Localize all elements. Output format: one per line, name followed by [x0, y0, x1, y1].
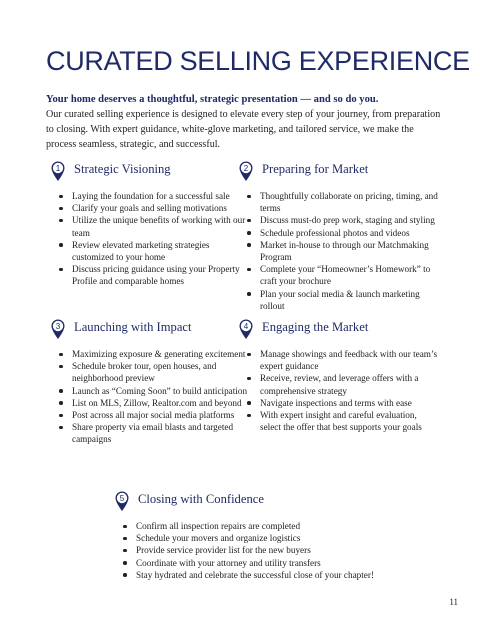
page-number: 11	[449, 597, 458, 607]
list-item: Thoughtfully collaborate on pricing, timing, and terms	[238, 190, 438, 214]
list-item: Coordinate with your attorney and utility transfers	[114, 557, 414, 569]
section-engaging-the-market	[238, 318, 438, 433]
list-item: Schedule professional photos and videos	[238, 227, 438, 239]
section-title: Launching with Impact	[74, 320, 192, 334]
section-title: Engaging the Market	[262, 320, 369, 334]
list-item: Confirm all inspection repairs are completed	[114, 520, 414, 532]
intro-lead: Your home deserves a thoughtful, strategic presentation — and so do you.	[46, 94, 379, 105]
list-item: Complete your “Homeowner’s Homework” to craft your brochure	[238, 263, 438, 287]
intro-body: Our curated selling experience is designed to elevate every step of your journey, from preparation to closing. With expert guidance, white-glove marketing, and tailored service, we make the process seamless, strategic, and successful.	[46, 109, 441, 150]
list-item: Maximizing exposure & generating excitement	[50, 348, 250, 360]
list-item: Plan your social media & launch marketing rollout	[238, 288, 438, 312]
list-item: With expert insight and careful evaluation, select the offer that best supports your goals	[238, 409, 438, 433]
map-pin-icon	[238, 318, 254, 340]
section-strategic-visioning	[50, 160, 250, 288]
list-item: Launch as “Coming Soon” to build anticipation	[50, 385, 250, 397]
list-item: Market in-house to through our Matchmaking Program	[238, 239, 438, 263]
list-item: Review elevated marketing strategies customized to your home	[50, 239, 250, 263]
section-list	[50, 348, 250, 446]
intro	[46, 92, 446, 152]
list-item: Utilize the unique benefits of working with our team	[50, 214, 250, 238]
list-item: Share property via email blasts and targeted campaigns	[50, 421, 250, 445]
section-closing-with-confidence	[114, 490, 414, 581]
map-pin-icon	[50, 160, 66, 182]
list-item: Discuss pricing guidance using your Property Profile and comparable homes	[50, 263, 250, 287]
page-title: CURATED SELLING EXPERIENCE	[46, 46, 470, 76]
map-pin-icon	[238, 160, 254, 182]
section-list	[114, 520, 414, 581]
map-pin-icon	[50, 318, 66, 340]
section-header	[238, 318, 438, 346]
section-list	[50, 190, 250, 288]
list-item: Provide service provider list for the new buyers	[114, 544, 414, 556]
section-list	[238, 190, 438, 312]
section-header	[114, 490, 414, 518]
section-title: Strategic Visioning	[74, 162, 171, 176]
section-number: 1	[55, 164, 61, 173]
list-item: List on MLS, Zillow, Realtor.com and beyond	[50, 397, 250, 409]
list-item: Receive, review, and leverage offers with a comprehensive strategy	[238, 372, 438, 396]
list-item: Manage showings and feedback with our team’s expert guidance	[238, 348, 438, 372]
section-list	[238, 348, 438, 433]
section-title: Preparing for Market	[262, 162, 369, 176]
section-number: 2	[243, 164, 249, 173]
list-item: Post across all major social media platforms	[50, 409, 250, 421]
section-header	[50, 160, 250, 188]
list-item: Schedule broker tour, open houses, and neighborhood preview	[50, 360, 250, 384]
list-item: Stay hydrated and celebrate the successful close of your chapter!	[114, 569, 414, 581]
list-item: Discuss must-do prep work, staging and styling	[238, 214, 438, 226]
list-item: Clarify your goals and selling motivations	[50, 202, 250, 214]
list-item: Schedule your movers and organize logistics	[114, 532, 414, 544]
section-header	[238, 160, 438, 188]
list-item: Navigate inspections and terms with ease	[238, 397, 438, 409]
section-preparing-for-market	[238, 160, 438, 312]
section-launching-with-impact	[50, 318, 250, 446]
section-number: 5	[119, 494, 125, 503]
map-pin-icon	[114, 490, 130, 512]
section-title: Closing with Confidence	[138, 492, 264, 506]
section-number: 3	[55, 322, 61, 331]
list-item: Laying the foundation for a successful sale	[50, 190, 250, 202]
section-number: 4	[243, 322, 249, 331]
section-header	[50, 318, 250, 346]
